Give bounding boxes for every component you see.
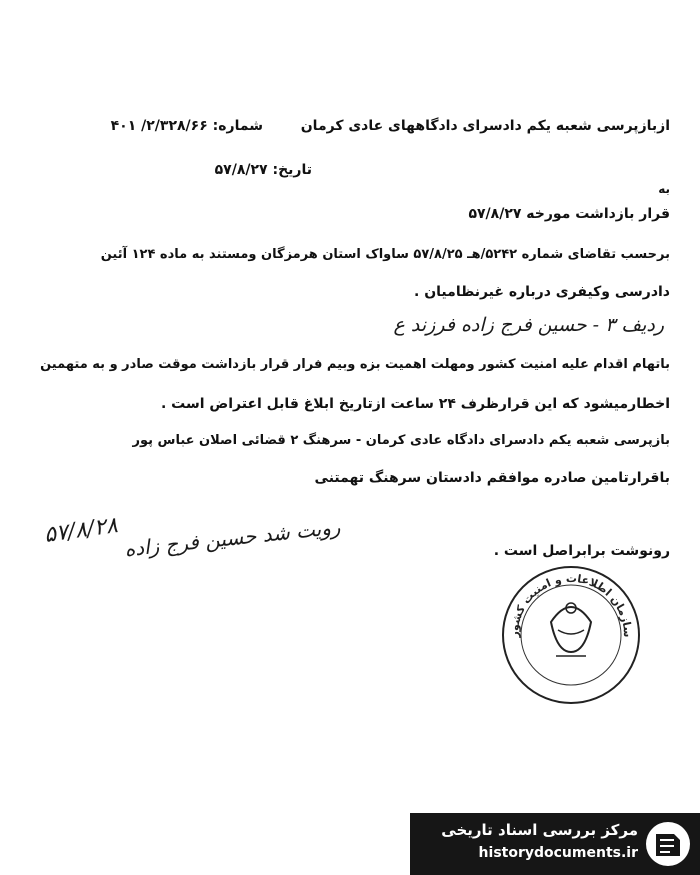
date-value: ۵۷/۸/۲۷ [214,162,268,178]
handwritten-date: ۵۷/۸/۲۸ [42,512,120,549]
body-line-1: قرار بازداشت مورخه ۵۷/۸/۲۷ [468,206,670,222]
body-line-4: باتهام اقدام علیه امنیت کشور ومهلت اهمیت بزه وبیم فرار قرار بازداشت موقت صادر و به متهمین [40,357,670,372]
header-date-line [215,162,312,178]
official-seal-icon [496,560,646,710]
number-value: ۲/۳۲۸/۶۶/ ۴۰۱ [110,118,208,134]
date-label: تاریخ: [272,162,312,178]
number-label: شماره: [212,118,263,134]
archive-watermark-footer [410,813,700,875]
seal-text: سازمان اطلاعات و امنیت کشور [507,571,635,638]
issuing-office: ازبازپرسی شعبه یکم دادسرای دادگاههای عادی کرمان [300,118,670,134]
recipient-line: به [658,182,670,196]
body-line-2: برحسب تقاضای شماره ۵۲۴۲/هـ ۵۷/۸/۲۵ ساواک استان هرمزگان ومستند به ماده ۱۲۴ آئین [100,247,670,262]
certified-copy-note: رونوشت برابراصل است . [493,543,670,559]
body-line-6: بازپرسی شعبه یکم دادسرای دادگاه عادی کرمان - سرهنگ ۲ قضائی اصلان عباس پور [132,433,670,448]
archive-website: historydocuments.ir [478,845,638,861]
handwritten-defendant-name: ردیف ۳ - حسین فرج زاده فرزند ع [393,314,664,336]
header-from-line [111,118,670,134]
body-line-3: دادرسی وکیفری درباره غیرنظامیان . [414,284,670,300]
body-line-5: اخطارمیشود که این قرارظرف ۲۴ ساعت ازتاریخ ابلاغ قابل اعتراض است . [160,396,670,412]
archive-title: مرکز بررسی اسناد تاریخی [441,821,638,839]
body-line-7: باقرارتامین صادره موافقم دادستان سرهنگ تهمتنی [314,470,670,486]
archive-logo-icon [644,820,692,868]
handwritten-seen-note: رویت شد حسین فرج زاده [123,514,342,562]
